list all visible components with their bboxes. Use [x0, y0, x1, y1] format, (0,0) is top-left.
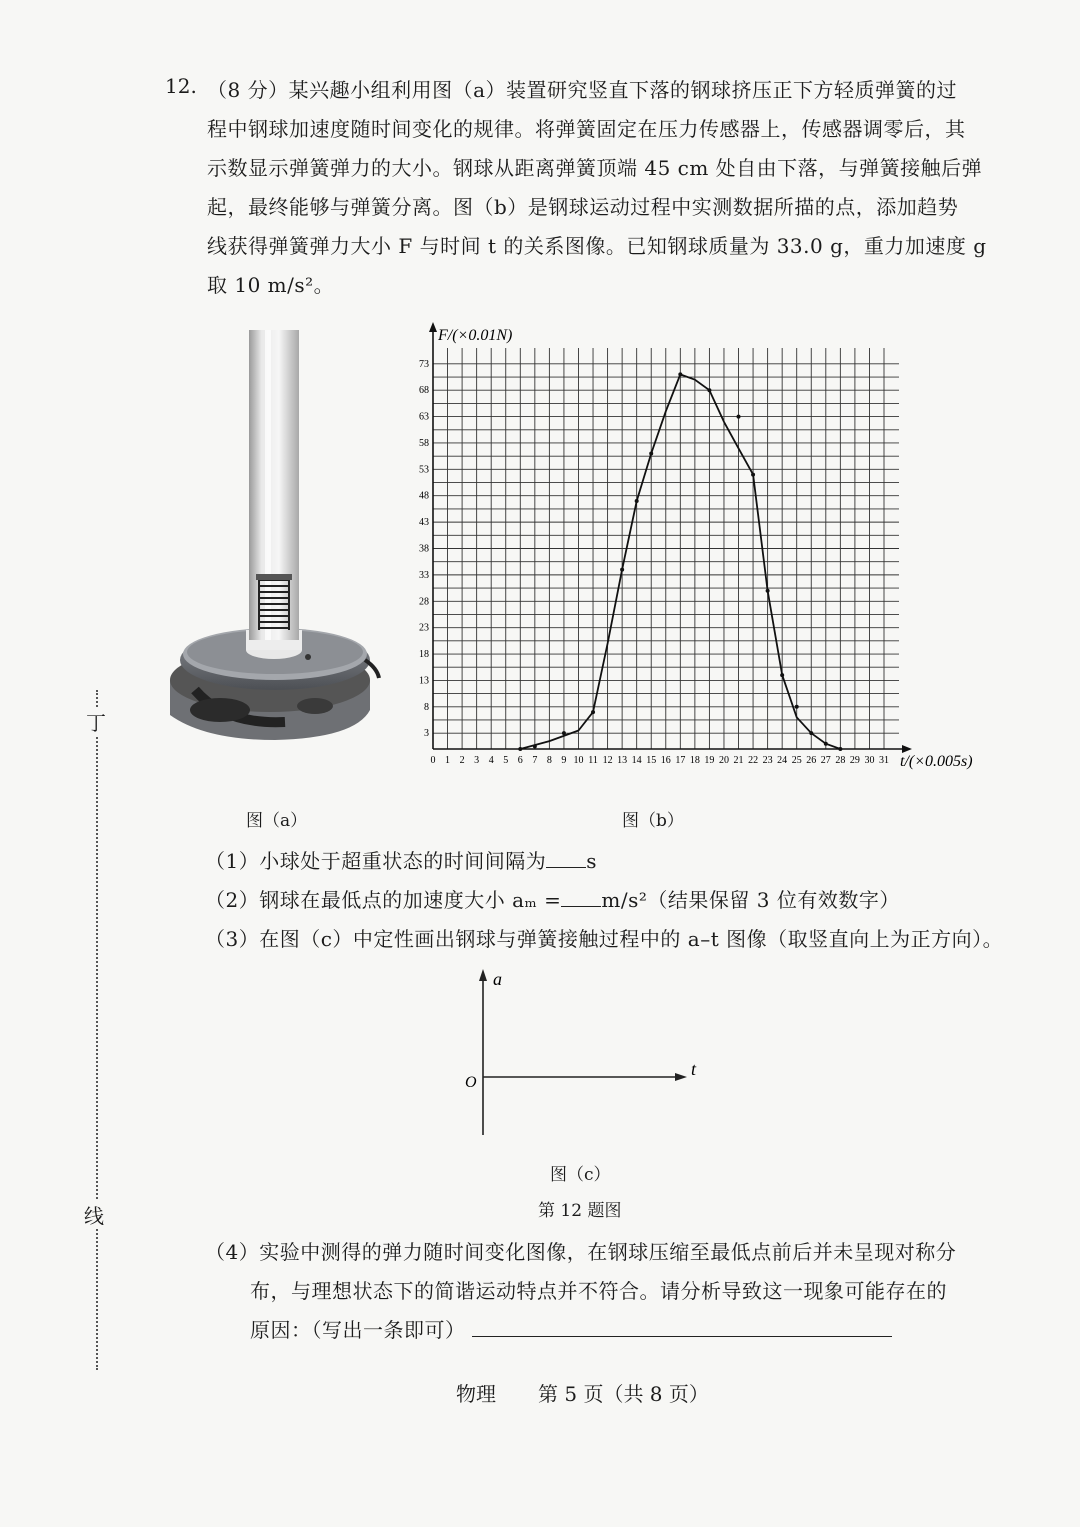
data-point — [780, 673, 784, 677]
c-axis-t-label: t — [691, 1059, 697, 1079]
y-tick-label: 48 — [419, 490, 429, 502]
data-point — [766, 589, 770, 593]
binding-char-top: 丁 — [86, 707, 106, 736]
subquestion-2 — [205, 884, 900, 913]
x-tick-label: 23 — [762, 755, 773, 766]
question-line-4: 起，最终能够与弹簧分离。图（b）是钢球运动过程中实测数据所描的点，添加趋势 — [207, 195, 959, 219]
x-tick-label: 0 — [430, 755, 436, 766]
x-tick-label: 9 — [561, 755, 567, 766]
question-line-6: 取 10 m/s²。 — [207, 273, 335, 297]
footer-page: 第 5 页（共 8 页） — [538, 1382, 709, 1406]
data-point — [635, 499, 639, 503]
x-tick-label: 27 — [820, 755, 831, 766]
x-axis-label: t/(×0.005s) — [900, 753, 973, 770]
x-tick-label: 10 — [573, 755, 584, 766]
data-point — [533, 744, 537, 748]
x-tick-label: 15 — [646, 755, 657, 766]
x-tick-label: 7 — [532, 755, 538, 766]
y-axis-label: F/(×0.01N) — [438, 327, 513, 344]
y-tick-label: 8 — [424, 701, 429, 713]
data-point — [751, 473, 755, 477]
question-number: 12. — [165, 74, 197, 98]
y-tick-label: 58 — [419, 437, 429, 449]
subquestion-2-unit: m/s²（结果保留 3 位有效数字） — [601, 888, 900, 912]
y-tick-label: 38 — [419, 543, 429, 555]
y-tick-label: 28 — [419, 596, 429, 608]
x-tick-label: 17 — [675, 755, 686, 766]
subquestion-3: （3）在图（c）中定性画出钢球与弹簧接触过程中的 a–t 图像（取竖直向上为正方向）。 — [205, 927, 1004, 951]
y-tick-label: 73 — [419, 358, 429, 370]
footer-subject: 物理 — [456, 1382, 496, 1406]
x-tick-label: 2 — [459, 755, 465, 766]
x-tick-label: 21 — [733, 755, 744, 766]
data-point — [809, 731, 813, 735]
x-tick-label: 14 — [631, 755, 642, 766]
answer-blank-2[interactable] — [561, 888, 601, 907]
data-point — [649, 452, 653, 456]
x-tick-label: 3 — [474, 755, 480, 766]
binding-dotted-line — [96, 690, 98, 1370]
y-tick-label: 23 — [419, 622, 429, 634]
data-point — [795, 705, 799, 709]
data-point — [518, 747, 522, 751]
y-tick-label: 68 — [419, 385, 429, 397]
data-point — [620, 568, 624, 572]
question-line-1: （8 分）某兴趣小组利用图（a）装置研究竖直下落的钢球挤压正下方轻质弹簧的过 — [207, 78, 958, 102]
x-tick-label: 4 — [488, 755, 494, 766]
answer-blank-1[interactable] — [546, 849, 586, 868]
binding-char-bottom: 线 — [84, 1200, 104, 1229]
y-tick-label: 33 — [419, 569, 429, 581]
y-tick-label: 53 — [419, 464, 429, 476]
figure-c-caption: 图（c） — [550, 1165, 611, 1185]
question-line-3: 示数显示弹簧弹力的大小。钢球从距离弹簧顶端 45 cm 处自由下落，与弹簧接触后弹 — [207, 156, 983, 180]
x-tick-label: 12 — [602, 755, 613, 766]
y-tick-label: 18 — [419, 649, 429, 661]
subquestion-1 — [205, 845, 597, 874]
x-tick-label: 11 — [588, 755, 598, 766]
subquestion-4-prompt: 原因：（写出一条即可） — [250, 1318, 466, 1342]
x-tick-label: 6 — [517, 755, 523, 766]
x-tick-label: 1 — [445, 755, 451, 766]
x-tick-label: 22 — [748, 755, 759, 766]
x-tick-label: 31 — [879, 755, 889, 766]
x-tick-label: 16 — [660, 755, 671, 766]
subquestion-4-line-1: （4）实验中测得的弹力随时间变化图像，在钢球压缩至最低点前后并未呈现对称分 — [205, 1240, 957, 1264]
data-point — [838, 747, 842, 751]
y-tick-label: 13 — [419, 675, 429, 687]
x-tick-label: 5 — [503, 755, 509, 766]
subquestion-4-line-2: 布，与理想状态下的简谐运动特点并不符合。请分析导致这一现象可能存在的 — [250, 1279, 947, 1303]
figure-b-caption: 图（b） — [622, 811, 684, 831]
c-axis-a-label: a — [493, 969, 502, 989]
x-tick-label: 30 — [864, 755, 875, 766]
answer-blank-4[interactable] — [472, 1318, 892, 1337]
subquestion-2-text: （2）钢球在最低点的加速度大小 aₘ = — [205, 888, 562, 912]
data-point — [591, 710, 595, 714]
x-axis-arrow — [902, 745, 912, 753]
data-point — [824, 742, 828, 746]
x-tick-label: 20 — [718, 755, 729, 766]
x-tick-label: 19 — [704, 755, 715, 766]
question-line-2: 程中钢球加速度随时间变化的规律。将弹簧固定在压力传感器上，传感器调零后，其 — [207, 117, 966, 141]
subquestion-1-unit: s — [586, 849, 597, 873]
c-origin-label: O — [465, 1074, 477, 1091]
y-axis-arrow — [429, 322, 437, 332]
apparatus-illustration — [165, 330, 395, 750]
x-tick-label: 13 — [617, 755, 628, 766]
y-tick-label: 63 — [419, 411, 429, 423]
x-tick-label: 28 — [835, 755, 846, 766]
figure-group-caption: 第 12 题图 — [538, 1201, 622, 1221]
x-tick-label: 18 — [689, 755, 700, 766]
subquestion-4-line-3 — [250, 1314, 892, 1343]
x-tick-label: 26 — [806, 755, 817, 766]
figure-a-caption: 图（a） — [246, 811, 308, 831]
data-point — [707, 388, 711, 392]
question-line-5: 线获得弹簧弹力大小 F 与时间 t 的关系图像。已知钢球质量为 33.0 g，重力加速度 g — [207, 234, 987, 258]
x-tick-label: 8 — [546, 755, 552, 766]
figure-c-axes[interactable] — [455, 965, 715, 1145]
data-point — [562, 731, 566, 735]
y-tick-label: 43 — [419, 517, 429, 529]
x-tick-label: 25 — [791, 755, 802, 766]
subquestion-1-text: （1）小球处于超重状态的时间间隔为 — [205, 849, 547, 873]
data-point — [678, 372, 682, 376]
force-time-chart — [400, 318, 1020, 778]
y-tick-label: 3 — [424, 728, 429, 740]
x-tick-label: 24 — [777, 755, 788, 766]
data-point — [737, 415, 741, 419]
x-tick-label: 29 — [849, 755, 860, 766]
